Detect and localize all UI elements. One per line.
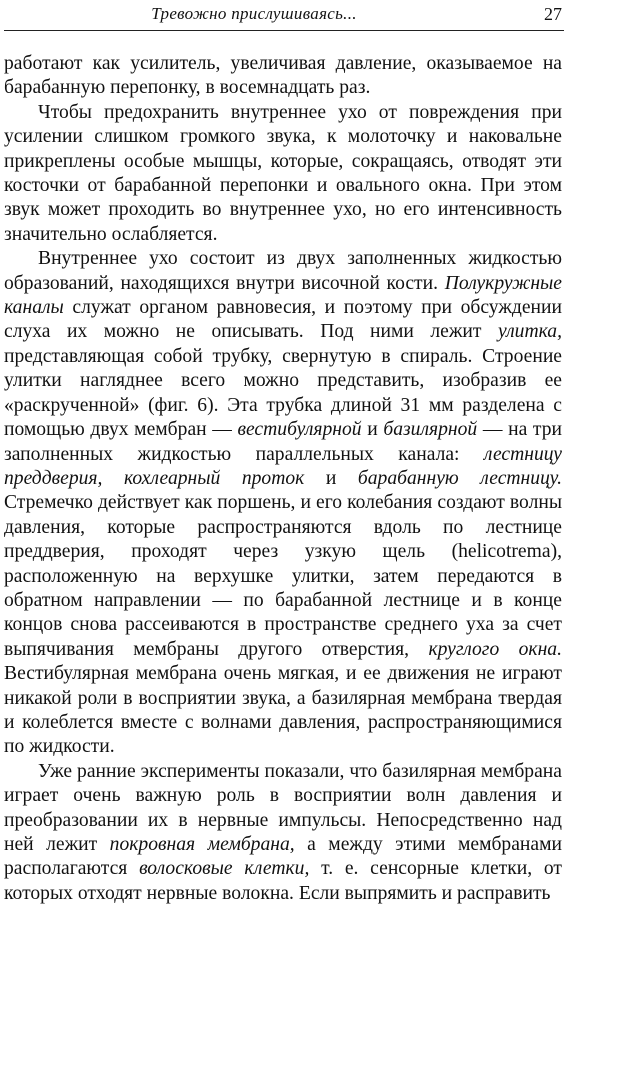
text-run: Чтобы предохранить внутреннее ухо от повреждения при усилении слишком громкого звука, к молоточку и наковальне прикреплены особые мышцы, которые, сокращаясь, отводят эти косточки от барабанной перепонки и овального окна. При этом звук может проходить во внутреннее ухо, но его интенсивность значительно ослабляется.: [4, 101, 562, 245]
italic-term: лестницу преддверия, кохлеарный проток: [4, 443, 562, 489]
text-run: служат органом равновесия, и поэтому при обсуждении слуха их можно не описывать. Под ними лежит: [4, 297, 562, 343]
paragraph: [4, 101, 562, 247]
paragraph: [4, 247, 562, 760]
body-text: [4, 52, 562, 906]
text-run: Уже ранние эксперименты показали, что базилярная мембрана играет очень важную роль в восприятии волн давления и преобразовании их в нервные импульсы. Непосредственно над ней лежит: [4, 760, 562, 855]
text-run: — на три заполненных жидкостью параллельных канала:: [4, 419, 562, 465]
text-run: и: [361, 419, 384, 441]
italic-term: базилярной: [383, 419, 478, 441]
running-title: Тревожно прислушиваясь...: [151, 4, 357, 23]
page-header: [4, 2, 564, 31]
text-run: Внутреннее ухо состоит из двух заполненных жидкостью образований, находящихся внутри височной кости.: [4, 248, 562, 294]
paragraph: [4, 52, 562, 101]
italic-term: Полукружные каналы: [4, 272, 562, 319]
italic-term: улитка,: [497, 321, 562, 343]
italic-term: волосковые клетки,: [139, 858, 310, 880]
italic-term: круглого окна.: [428, 638, 562, 660]
text-run: и: [304, 467, 358, 489]
italic-term: вестибулярной: [237, 419, 362, 441]
text-run: работают как усилитель, увеличивая давление, оказываемое на барабанную перепонку, в восемнадцать раз.: [4, 53, 562, 99]
italic-term: барабанную лестницу.: [357, 467, 562, 489]
text-run: а между этими мембранами располагаются: [4, 834, 562, 880]
text-run: представляющая собой трубку, свернутую в спираль. Строение улитки нагляднее всего можно представить, изобразив ее «раскрученной» (фиг. 6). Эта трубка длиной 31 мм разделена с помощью двух мембран —: [4, 345, 562, 441]
italic-term: покровная мембрана,: [109, 834, 295, 855]
text-run: Стремечко действует как поршень, и его колебания создают волны давления, которые распространяются вдоль по лестнице преддверия, проходят через узкую щель (helicotrema), расположенную на верхушке улитки, затем передаются в обратном направлении — по барабанной лестнице и в конце концов снова рассеиваются в пространстве среднего уха за счет выпячивания мембраны другого отверстия,: [4, 492, 562, 660]
paragraph: [4, 760, 562, 906]
page-number: 27: [544, 4, 562, 24]
text-run: т. е. сенсорные клетки, от которых отходят нервные волокна. Если выпрямить и расправить: [4, 858, 562, 904]
text-run: Вестибулярная мембрана очень мягкая, и ее движения не играют никакой роли в восприятии звука, а базилярная мембрана твердая и колеблется вместе с волнами давления, распространяющимися по жидкости.: [4, 663, 562, 758]
